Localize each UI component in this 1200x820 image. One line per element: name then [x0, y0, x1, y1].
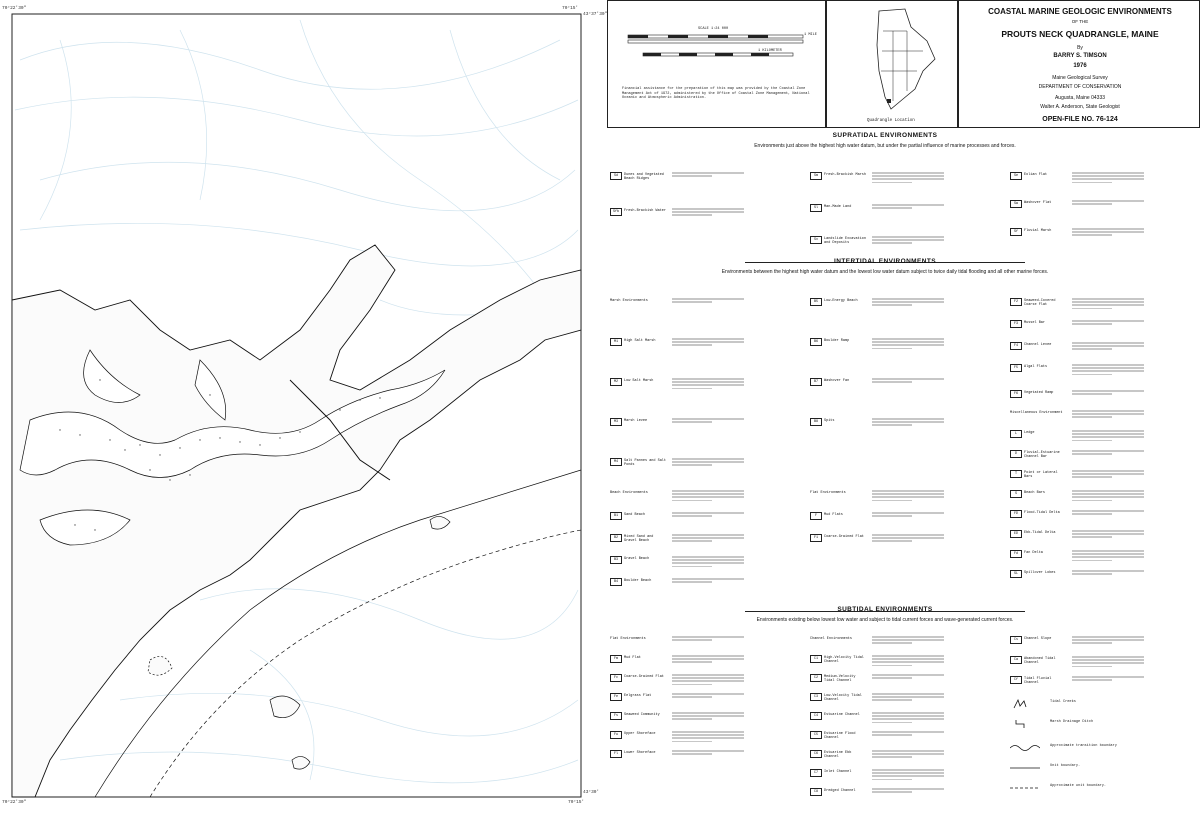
- legend-entry-name: Tidal Fluvial Channel: [1024, 676, 1052, 685]
- legend-entry-code: Sf: [1010, 228, 1022, 236]
- supratidal-title: SUPRATIDAL ENVIRONMENTS: [832, 132, 938, 139]
- symbol-legend-item: [1010, 742, 1196, 756]
- legend-entry: [1010, 550, 1196, 561]
- legend-entry-name: Eolian Flat: [1024, 172, 1048, 177]
- legend-entry-code: B4: [610, 578, 622, 586]
- legend-entry-description-placeholder: [1072, 530, 1144, 540]
- legend-entry-description-placeholder: [1072, 228, 1144, 238]
- legend-entry-name: Fan Delta: [1024, 550, 1043, 555]
- legend-entry-name: Beach Environments: [610, 490, 648, 495]
- maine-state-outline: [827, 1, 959, 116]
- legend-entry-name: Abandoned Tidal Channel: [1024, 656, 1056, 665]
- legend-entry-code: F6: [1010, 390, 1022, 398]
- symbol-label: Tidal Creeks: [1050, 700, 1076, 704]
- title-box: [958, 0, 1200, 128]
- legend-entry: [810, 236, 996, 247]
- legend-entry: [810, 534, 996, 545]
- legend-entry-description-placeholder: [672, 556, 744, 569]
- legend-entry: [1010, 342, 1196, 353]
- legend-entry-description-placeholder: [672, 208, 744, 218]
- legend-entry-description-placeholder: [672, 712, 744, 722]
- legend-entry-description-placeholder: [872, 512, 944, 518]
- legend-entry-name: Low-Energy Beach: [824, 298, 858, 303]
- legend-entry-code: SL: [1010, 570, 1022, 578]
- legend-entry-name: Vegetated Ramp: [1024, 390, 1054, 395]
- legend-entry-name: Upper Shoreface: [624, 731, 656, 736]
- legend-entry-description-placeholder: [872, 298, 944, 308]
- legend-entry: [610, 418, 796, 429]
- legend-entry-name: Flat Environments: [610, 636, 646, 641]
- legend-entry: [810, 204, 996, 215]
- legend-entry-name: Gravel Beach: [624, 556, 650, 561]
- legend-entry-name: Fluvial Marsh: [1024, 228, 1052, 233]
- legend-entry-name: Spillover Lobes: [1024, 570, 1056, 575]
- legend-entry-code: F3: [1010, 320, 1022, 328]
- legend-entry-name: Boulder Ramp: [824, 338, 850, 343]
- legend-entry-name: Seaweed Community: [624, 712, 660, 717]
- legend-entry-description-placeholder: [872, 236, 944, 246]
- symbol-label: Marsh Drainage Ditch: [1050, 720, 1094, 724]
- legend-entry-name: Estuarine Ebb Channel: [824, 750, 852, 759]
- legend-entry: [610, 636, 796, 647]
- legend-entry: [810, 338, 996, 349]
- legend-entry: [610, 712, 796, 723]
- legend-entry-name: Algal Flats: [1024, 364, 1048, 369]
- legend-entry: [610, 731, 796, 742]
- corner-label-top-right: 70°15': [562, 6, 579, 11]
- legend-entry-code: C3: [810, 693, 822, 701]
- legend-entry: [1010, 228, 1196, 239]
- map-canvas: [0, 0, 600, 815]
- legend-entry: [1010, 200, 1196, 211]
- legend-entry-code: FD: [1010, 510, 1022, 518]
- legend-entry-description-placeholder: [672, 693, 744, 699]
- legend-entry-code: Se: [1010, 172, 1022, 180]
- legend-entry: [1010, 450, 1196, 461]
- legend-entry-description-placeholder: [872, 418, 944, 428]
- legend-entry-code: B2: [610, 534, 622, 542]
- legend-entry-description-placeholder: [872, 693, 944, 703]
- legend-entry-name: Mixed Sand and Gravel Beach: [624, 534, 654, 543]
- legend-entry-code: Ca: [1010, 656, 1022, 664]
- corner-label-bottom-left: 70°22'30": [2, 800, 27, 805]
- legend-entry: [1010, 656, 1196, 667]
- legend-entry-code: F: [810, 512, 822, 520]
- legend-entry-name: Estuarine Flood Channel: [824, 731, 856, 740]
- legend-entry-name: Salt Pannes and Salt Ponds: [624, 458, 667, 467]
- scale-bars: [608, 31, 827, 81]
- scale-box: [607, 0, 826, 128]
- legend-entry: [1010, 676, 1196, 687]
- legend-entry-description-placeholder: [672, 338, 744, 348]
- legend-entry: [810, 769, 996, 780]
- legend-entry-description-placeholder: [672, 298, 744, 304]
- legend-entry-code: Sfb: [610, 208, 622, 216]
- symbol-label: Approximate transition boundary: [1050, 744, 1117, 748]
- legend-entry-code: B8: [810, 418, 822, 426]
- legend-entry-name: Estuarine Channel: [824, 712, 860, 717]
- legend-entry-description-placeholder: [1072, 470, 1144, 480]
- legend-entry-name: Marsh Environments: [610, 298, 648, 303]
- legend-entry-code: M2: [610, 378, 622, 386]
- legend-entry: [610, 172, 796, 183]
- legend-entry-code: Fd: [1010, 550, 1022, 558]
- scale-miles: 1 MILE: [804, 33, 817, 37]
- legend-entry-name: Lower Shoreface: [624, 750, 656, 755]
- legend-entry: [810, 378, 996, 389]
- legend-entry-description-placeholder: [672, 655, 744, 665]
- legend-entry: [610, 298, 796, 309]
- legend-entry-code: Cf: [1010, 676, 1022, 684]
- legend-entry-description-placeholder: [672, 458, 744, 468]
- legend-entry-code: T: [1010, 470, 1022, 478]
- legend-entry-code: B7: [810, 378, 822, 386]
- legend-entry: [610, 534, 796, 545]
- map-title-of: OF THE: [1071, 19, 1089, 24]
- legend-entry-name: Channel Levee: [1024, 342, 1052, 347]
- legend-entry-name: Mud Flats: [824, 512, 843, 517]
- location: Augusta, Maine 04333: [1054, 95, 1106, 101]
- legend-entry-code: D: [1010, 450, 1022, 458]
- map-title-line2: PROUTS NECK QUADRANGLE, MAINE: [1001, 29, 1159, 39]
- legend-entry-description-placeholder: [1072, 450, 1144, 456]
- legend-entry-description-placeholder: [872, 712, 944, 725]
- legend-entry-description-placeholder: [1072, 364, 1144, 377]
- symbol-legend-item: [1010, 698, 1196, 712]
- legend-entry: [1010, 172, 1196, 183]
- legend-entry-code: Fe: [610, 693, 622, 701]
- legend-entry-code: Fu: [610, 731, 622, 739]
- legend-entry-name: Inlet Channel: [824, 769, 852, 774]
- symbol-swatch: [1010, 742, 1040, 754]
- corner-label-right-bottom: 43°30': [583, 790, 600, 795]
- corner-label-right-top: 43°37'30": [583, 12, 608, 17]
- legend-entry-code: F4: [1010, 342, 1022, 350]
- legend-entry-description-placeholder: [1072, 676, 1144, 682]
- author-name: BARRY S. TIMSON: [1053, 53, 1107, 59]
- legend-entry-name: Mussel Bar: [1024, 320, 1046, 325]
- legend-entry-description-placeholder: [872, 769, 944, 782]
- legend-entry-code: Cs: [1010, 636, 1022, 644]
- legend-entry-name: Miscellaneous Environment: [1010, 410, 1063, 415]
- legend-entry-code: M1: [610, 338, 622, 346]
- legend-entry-code: B6: [810, 338, 822, 346]
- legend-entry: [1010, 510, 1196, 521]
- legend-entry-name: Low-Velocity Tidal Channel: [824, 693, 862, 702]
- legend-entry-name: Washover Flat: [1024, 200, 1052, 205]
- legend-entry: [1010, 364, 1196, 375]
- legend-entry-name: Fluvial-Estuarine Channel Bar: [1024, 450, 1060, 459]
- legend-entry: [810, 636, 996, 647]
- legend-entry-code: M3: [610, 418, 622, 426]
- legend-entry: [810, 693, 996, 704]
- legend-entry: [610, 578, 796, 589]
- legend-entry: [810, 418, 996, 429]
- legend-entry: [810, 731, 996, 742]
- corner-label-bottom-right: 70°15': [568, 800, 585, 805]
- legend-entry-name: Washover Fan: [824, 378, 850, 383]
- legend-entry: [810, 512, 996, 523]
- legend-entry-code: B5: [810, 298, 822, 306]
- legend-entry-name: Ledge: [1024, 430, 1035, 435]
- legend-entry-name: Spits: [824, 418, 835, 423]
- state-geologist: Walter A. Anderson, State Geologist: [1040, 104, 1120, 110]
- legend-entry-description-placeholder: [1072, 200, 1144, 206]
- legend-entry-code: C5: [810, 731, 822, 739]
- legend-entry-code: Fc: [610, 674, 622, 682]
- legend-entry-name: Coarse-Grained Flat: [824, 534, 864, 539]
- legend-entry-description-placeholder: [872, 750, 944, 760]
- legend-entry: [610, 512, 796, 523]
- legend-entry-code: M4: [610, 458, 622, 466]
- quadrangle-marker: [887, 99, 891, 103]
- legend-entry: [810, 298, 996, 309]
- locator-caption: Quadrangle Location: [867, 119, 915, 123]
- legend-entry-code: C2: [810, 674, 822, 682]
- legend-entry-description-placeholder: [1072, 490, 1144, 503]
- agency: Maine Geological Survey: [1052, 75, 1108, 81]
- legend-entry-name: Seaweed-Covered Coarse Flat: [1024, 298, 1056, 307]
- symbol-label: Approximate unit boundary.: [1050, 784, 1107, 788]
- symbol-label: Unit boundary.: [1050, 764, 1081, 768]
- legend-entry-description-placeholder: [1072, 172, 1144, 185]
- corner-label-top-left: 70°22'30": [2, 6, 27, 11]
- legend-entry: [1010, 636, 1196, 647]
- legend-entry-name: Beach Bars: [1024, 490, 1046, 495]
- legend-entry-code: S: [1010, 490, 1022, 498]
- legend-entry: [1010, 490, 1196, 501]
- subtidal-subtitle: Environments existing below lowest low water and subject to tidal current forces and wave-generated current forces.: [756, 617, 1014, 623]
- legend-entry-description-placeholder: [672, 578, 744, 584]
- legend-entry-description-placeholder: [672, 534, 744, 544]
- legend-entry-code: F5: [1010, 364, 1022, 372]
- legend-entry-description-placeholder: [672, 172, 744, 178]
- legend-entry-description-placeholder: [872, 788, 944, 794]
- legend-entry-description-placeholder: [872, 636, 944, 646]
- legend-entry-name: Dredged Channel: [824, 788, 856, 793]
- symbol-swatch: [1010, 782, 1040, 794]
- intertidal-subtitle: Environments between the highest high water datum and the lowest low water datum subject to twice daily tidal flooding and all other marine forces.: [721, 269, 1049, 275]
- legend-entry: [1010, 430, 1196, 441]
- legend-entry-name: Channel Environments: [810, 636, 853, 641]
- legend-entry-code: ED: [1010, 530, 1022, 538]
- legend-entry: [810, 674, 996, 685]
- legend-entry-description-placeholder: [672, 512, 744, 518]
- legend-entry-name: Low Salt Marsh: [624, 378, 654, 383]
- legend-entry: [610, 693, 796, 704]
- legend-entry-name: Eelgrass Flat: [624, 693, 652, 698]
- symbol-swatch: [1010, 698, 1040, 710]
- legend-entry-description-placeholder: [672, 731, 744, 744]
- symbol-legend-item: [1010, 718, 1196, 732]
- intertidal-title: INTERTIDAL ENVIRONMENTS: [834, 258, 936, 265]
- supratidal-subtitle: Environments just above the highest high water datum, but under the partial influence of marine processes and forces.: [754, 143, 1016, 149]
- legend-entry-description-placeholder: [1072, 390, 1144, 396]
- open-file-number: OPEN-FILE NO. 76-124: [1042, 116, 1118, 123]
- legend-entry-code: C7: [810, 769, 822, 777]
- legend-entry-name: Coarse-Grained Flat: [624, 674, 664, 679]
- legend-entry: [810, 655, 996, 666]
- legend-entry-description-placeholder: [672, 636, 744, 642]
- legend-entry-code: Fl: [610, 750, 622, 758]
- legend-entry-description-placeholder: [1072, 430, 1144, 443]
- legend-entry-name: Man-Made Land: [824, 204, 852, 209]
- legend-entry: [610, 458, 796, 469]
- legend-entry: [1010, 570, 1196, 581]
- legend-entry-name: Boulder Beach: [624, 578, 652, 583]
- legend-entry-description-placeholder: [872, 534, 944, 544]
- legend-entry-description-placeholder: [1072, 510, 1144, 516]
- symbol-legend-item: [1010, 762, 1196, 776]
- legend-entry-code: C8: [810, 788, 822, 796]
- funding-note: Financial assistance for the preparation of this map was provided by the Coastal Zone Management Act of 1972, administered by the Office of Coastal Zone Management, National Oceanic and Atmospheric Administration.: [622, 87, 810, 101]
- legend-entry-code: Sd: [610, 172, 622, 180]
- legend-entry: [1010, 470, 1196, 481]
- legend-entry-code: C6: [810, 750, 822, 758]
- legend-entry-description-placeholder: [672, 378, 744, 391]
- legend-entry-name: Fresh-Brackish Water: [624, 208, 667, 213]
- legend-entry-name: Medium-Velocity Tidal Channel: [824, 674, 856, 683]
- legend-entry-name: Point or Lateral Bars: [1024, 470, 1058, 479]
- legend-entry-code: B1: [610, 512, 622, 520]
- legend-entry: [810, 490, 996, 501]
- legend-entry-description-placeholder: [872, 731, 944, 737]
- legend-entry-name: Fresh-Brackish Marsh: [824, 172, 867, 177]
- legend-entry: [610, 338, 796, 349]
- legend-entry: [610, 208, 796, 219]
- legend-entry-name: Sand Beach: [624, 512, 646, 517]
- author-by: By: [1077, 45, 1083, 51]
- legend-entry: [810, 712, 996, 723]
- legend-entry-code: L: [1010, 430, 1022, 438]
- legend-entry-name: Mud Flat: [624, 655, 641, 660]
- legend-entry-description-placeholder: [1072, 298, 1144, 311]
- legend-entry: [610, 556, 796, 567]
- legend-entry: [810, 172, 996, 183]
- symbol-swatch: [1010, 718, 1040, 730]
- legend-entry-description-placeholder: [872, 674, 944, 680]
- legend-entry: [1010, 390, 1196, 401]
- legend-entry-description-placeholder: [1072, 320, 1144, 326]
- publication-year: 1976: [1073, 63, 1087, 69]
- legend-entry: [610, 750, 796, 761]
- legend-entry-description-placeholder: [672, 418, 744, 424]
- legend-entry-code: C4: [810, 712, 822, 720]
- legend-entry-name: Ebb-Tidal Delta: [1024, 530, 1056, 535]
- locator-box: [826, 0, 958, 128]
- legend-entry: [810, 750, 996, 761]
- legend-sheet: [605, 0, 1200, 815]
- legend-entry-code: C1: [810, 655, 822, 663]
- legend-entry-description-placeholder: [872, 172, 944, 185]
- legend-entry-name: High-Velocity Tidal Channel: [824, 655, 864, 664]
- legend-entry: [810, 788, 996, 799]
- legend-entry-description-placeholder: [1072, 410, 1144, 420]
- legend-entry-description-placeholder: [672, 490, 744, 503]
- legend-entry-description-placeholder: [672, 674, 744, 687]
- legend-entry: [1010, 530, 1196, 541]
- legend-entry-description-placeholder: [872, 490, 944, 503]
- legend-entry-description-placeholder: [1072, 656, 1144, 669]
- map-title-line1: COASTAL MARINE GEOLOGIC ENVIRONMENTS: [988, 7, 1172, 16]
- legend-entry-description-placeholder: [872, 378, 944, 384]
- legend-entry-name: High Salt Marsh: [624, 338, 656, 343]
- legend-entry-name: Flat Environments: [810, 490, 846, 495]
- legend-entry-code: Fm: [610, 655, 622, 663]
- legend-entry: [1010, 320, 1196, 331]
- legend-entry-code: Sm: [810, 172, 822, 180]
- legend-entry-description-placeholder: [872, 655, 944, 668]
- subtidal-title: SUBTIDAL ENVIRONMENTS: [837, 606, 933, 613]
- legend-entry-name: Marsh Levee: [624, 418, 648, 423]
- legend-entry-name: Dunes and Vegetated Beach Ridges: [624, 172, 664, 181]
- scale-title: SCALE 1:24 000: [698, 27, 729, 31]
- legend-entry-code: Sw: [1010, 200, 1022, 208]
- legend-entry-code: Sx: [810, 236, 822, 244]
- legend-entry-name: Landslide Excavation and Deposits: [824, 236, 867, 245]
- legend-entry-description-placeholder: [1072, 342, 1144, 352]
- legend-entry-code: B3: [610, 556, 622, 564]
- legend-entry-description-placeholder: [1072, 570, 1144, 576]
- legend-entry: [610, 674, 796, 685]
- legend-entry-description-placeholder: [872, 204, 944, 210]
- legend-entry: [610, 655, 796, 666]
- legend-entry-description-placeholder: [872, 338, 944, 351]
- legend-entry-code: Sl: [810, 204, 822, 212]
- department: DEPARTMENT OF CONSERVATION: [1038, 84, 1122, 90]
- legend-entry: [610, 490, 796, 501]
- symbol-swatch: [1010, 762, 1040, 774]
- legend-entry-code: F2: [1010, 298, 1022, 306]
- scale-km: 1 KILOMETER: [758, 49, 782, 53]
- legend-entry: [1010, 410, 1196, 421]
- legend-entry-description-placeholder: [1072, 550, 1144, 563]
- legend-entry-name: Channel Slope: [1024, 636, 1052, 641]
- legend-entry-code: Fs: [610, 712, 622, 720]
- legend-entry: [1010, 298, 1196, 309]
- legend-entry-description-placeholder: [1072, 636, 1144, 646]
- legend-entry: [610, 378, 796, 389]
- symbol-legend-item: [1010, 782, 1196, 796]
- legend-entry-name: Flood-Tidal Delta: [1024, 510, 1060, 515]
- legend-entry-code: F1: [810, 534, 822, 542]
- legend-entry-description-placeholder: [672, 750, 744, 756]
